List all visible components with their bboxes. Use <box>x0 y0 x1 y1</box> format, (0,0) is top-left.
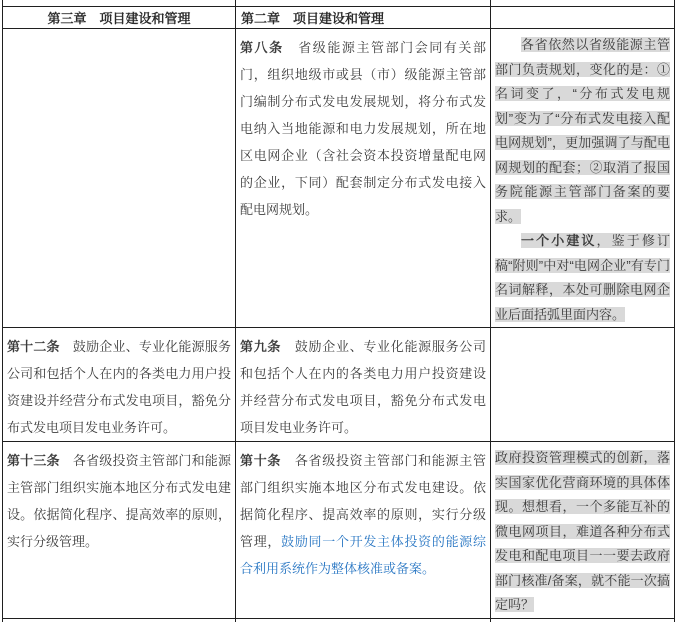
article-12-number: 第十二条 <box>7 339 60 354</box>
table-row-bottom-partial <box>3 618 675 622</box>
comment-management-paragraph <box>491 442 674 618</box>
cell-chapter-comment-empty <box>491 7 675 29</box>
article-9-paragraph <box>236 328 490 441</box>
cell-comment-bottom-partial <box>491 618 675 622</box>
article-8-paragraph <box>236 29 490 223</box>
cell-old-article-12 <box>3 328 236 442</box>
cell-new-article-9 <box>236 328 491 442</box>
cell-comment-license-empty <box>491 328 675 442</box>
cell-new-chapter <box>236 7 491 29</box>
cell-old-bottom-partial <box>3 618 236 622</box>
table-row-chapter-header <box>3 7 675 29</box>
article-8-text: 省级能源主管部门会同有关部门，组织地级市或县（市）级能源主管部门编制分布式发电发展规划，将分布式发电纳入当地能源和电力发展规划，所在地区电网企业（含社会资本投资增量配电网的企业，下同）配套制定分布式发电接入配电网规划。 <box>240 40 486 217</box>
cell-comment-management <box>491 442 675 619</box>
table-row-planning <box>3 29 675 328</box>
article-13-number: 第十三条 <box>7 453 60 468</box>
comment-planning-paragraph-1 <box>491 29 674 229</box>
cell-old-article-13 <box>3 442 236 619</box>
comment-management-text: 政府投资管理模式的创新，落实国家优化营商环境的具体体现。想想看，一个多能互补的微电网项目，难道各种分布式发电和配电项目一一要去政府部门核准/备案，就不能一次搞定吗？ <box>495 450 670 612</box>
article-13-paragraph <box>3 442 235 555</box>
article-8-number: 第八条 <box>240 40 284 55</box>
article-9-text: 鼓励企业、专业化能源服务公司和包括个人在内的各类电力用户投资建设并经营分布式发电项目，豁免分布式发电项目发电业务许可。 <box>240 339 486 435</box>
cell-new-article-10 <box>236 442 491 619</box>
old-chapter-title: 第三章 项目建设和管理 <box>47 11 191 26</box>
cell-new-bottom-partial <box>236 618 491 622</box>
table-row-management <box>3 442 675 619</box>
article-10-inserted-text: 鼓励同一个开发主体投资的能源综合利用系统作为整体核准或备案。 <box>240 534 486 576</box>
article-12-paragraph <box>3 328 235 441</box>
article-13-text: 各省级投资主管部门和能源主管部门组织实施本地区分布式发电建设。依据简化程序、提高效率的原则，实行分级管理。 <box>7 453 231 549</box>
article-9-number: 第九条 <box>240 339 282 354</box>
cell-new-article-8 <box>236 29 491 328</box>
cell-old-planning-empty <box>3 29 236 328</box>
new-chapter-title: 第二章 项目建设和管理 <box>241 11 385 26</box>
article-10-text: 各省级投资主管部门和能源主管部门组织实施本地区分布式发电建设。依据简化程序、提高效率的原则，实行分级管理， <box>240 453 486 549</box>
article-10-number: 第十条 <box>240 453 282 468</box>
table-row-license <box>3 328 675 442</box>
article-10-paragraph <box>236 442 490 582</box>
cell-old-chapter <box>3 7 236 29</box>
comment-planning-text-2 <box>495 233 670 322</box>
comment-planning-paragraph-2 <box>491 229 674 327</box>
comment-suggestion-text: ，鉴于修订稿“附则”中对“电网企业”有专门名词解释，本处可删除电网企业后面括弧里面内容。 <box>495 233 670 322</box>
cell-comment-planning <box>491 29 675 328</box>
article-12-text: 鼓励企业、专业化能源服务公司和包括个人在内的各类电力用户投资建设并经营分布式发电项目，豁免分布式发电项目发电业务许可。 <box>7 339 231 435</box>
comment-suggestion-lead: 一个小建议 <box>521 233 597 248</box>
comment-planning-text-1: 各省依然以省级能源主管部门负责规划，变化的是：①名词变了，“分布式发电规划”变为了“分布式发电接入配电网规划”，更加强调了与配电网规划的配套；②取消了报国务院能源主管部门备案的要求。 <box>495 37 670 224</box>
regulation-comparison-table <box>2 0 675 622</box>
